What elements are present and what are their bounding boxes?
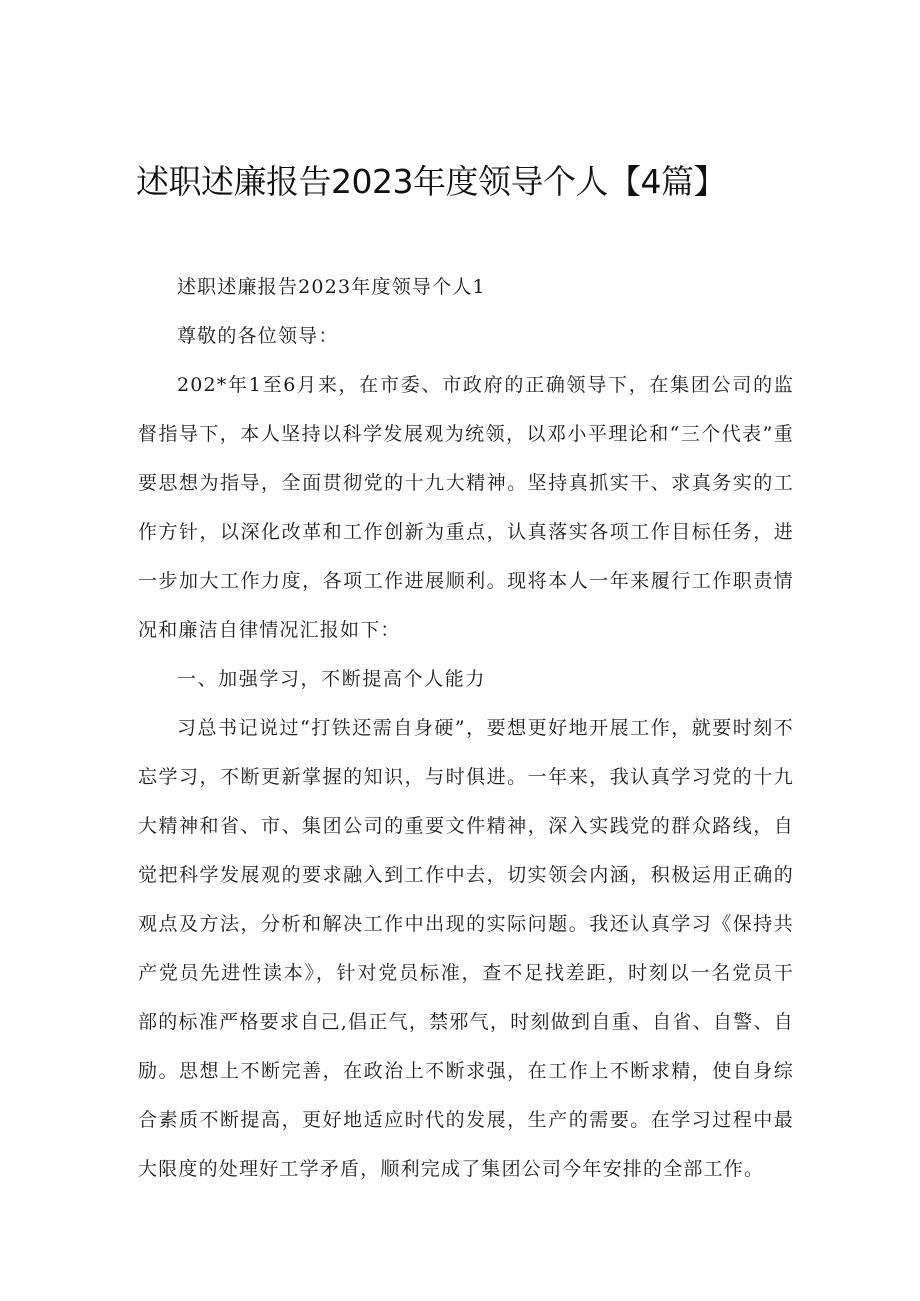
document-title: 述职述廉报告2023年度领导个人【4篇】 [136,162,726,201]
document-body [138,263,794,1194]
paragraph-study: 习总书记说过“打铁还需自身硬”，要想更好地开展工作，就要时刻不忘学习，不断更新掌握的知识，与时俱进。一年来，我认真学习党的十九大精神和省、市、集团公司的重要文件精神，深入实践党的群众路线，自觉把科学发展观的要求融入到工作中去，切实领会内涵，积极运用正确的观点及方法，分析和解决工作中出现的实际问题。我还认真学习《保持共产党员先进性读本》，针对党员标准，查不足找差距，时刻以一名党员干部的标准严格要求自己,倡正气，禁邪气，时刻做到自重、自省、自警、自励。思想上不断完善，在政治上不断求强，在工作上不断求精，使自身综合素质不断提高，更好地适应时代的发展，生产的需要。在学习过程中最大限度的处理好工学矛盾，顺利完成了集团公司今年安排的全部工作。 [138,717,794,1180]
section-heading-study: 一、加强学习，不断提高个人能力 [176,668,486,690]
paragraph-intro: 202*年1至6月来，在市委、市政府的正确领导下，在集团公司的监督指导下，本人坚持以科学发展观为统领，以邓小平理论和“三个代表”重要思想为指导，全面贯彻党的十九大精神。坚持真抓实干、求真务实的工作方针，以深化改革和工作创新为重点，认真落实各项工作目标任务，进一步加大工作力度，各项工作进展顺利。现将本人一年来履行工作职责情况和廉洁自律情况汇报如下： [138,374,794,641]
salutation: 尊敬的各位领导： [176,325,339,347]
section-subtitle: 述职述廉报告2023年度领导个人1 [176,276,486,298]
